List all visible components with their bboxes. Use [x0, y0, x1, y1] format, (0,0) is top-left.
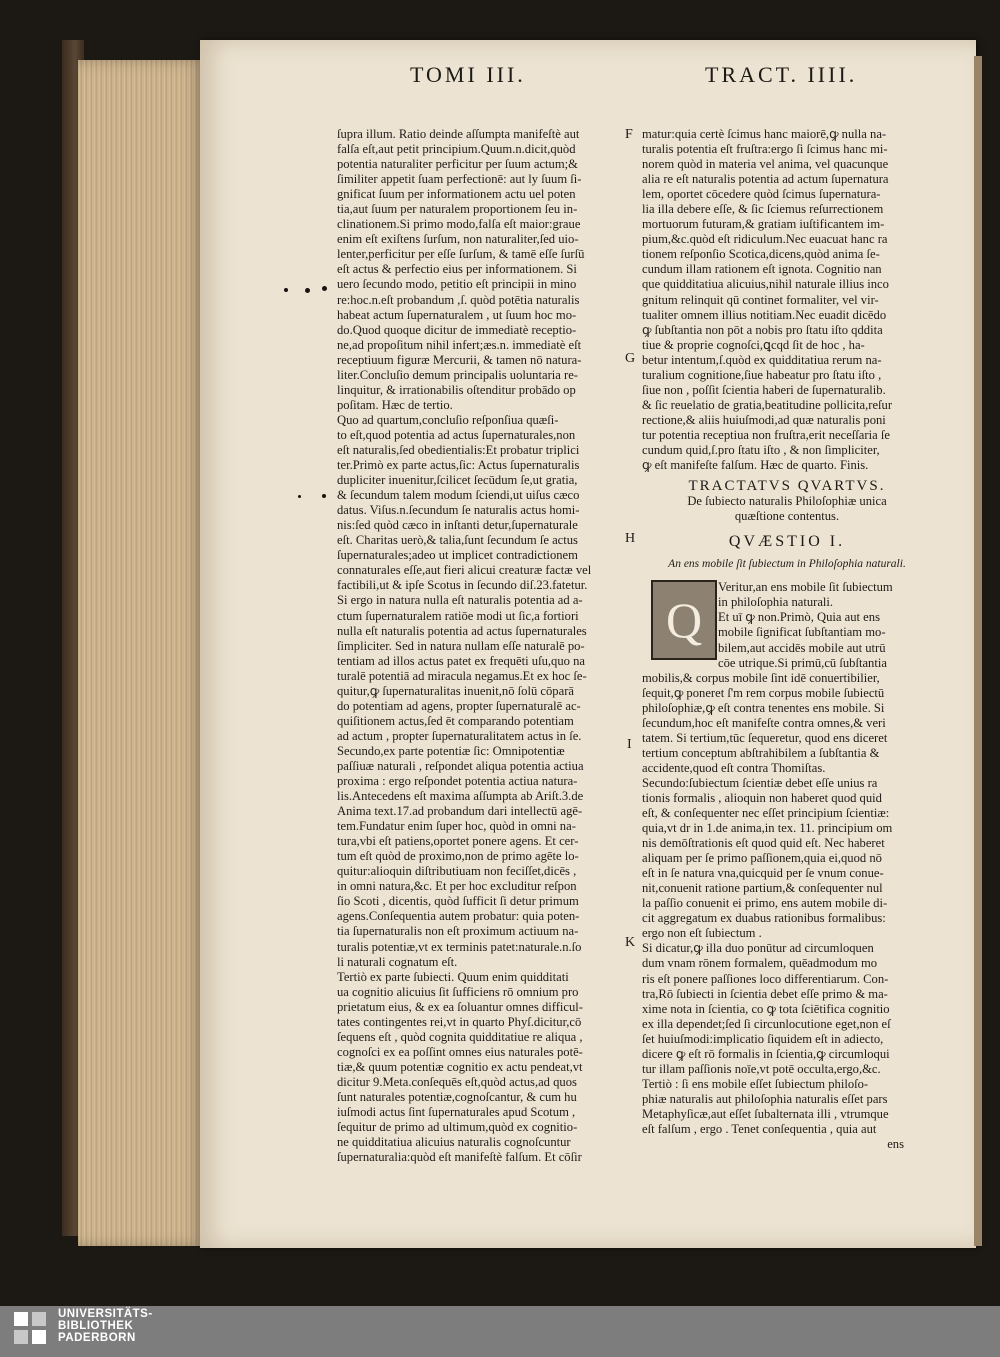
text-line: Si dicatur,ꝙ illa duo ponūtur ad circumloquen [642, 941, 874, 956]
text-line: accidente,quod eſt contra Thomiſtas. [642, 760, 826, 775]
text-line: connaturales eſſe,aut fieri alicui creaturæ factæ vel [337, 563, 592, 578]
text-line: Secundo,ex parte potentiæ ſic: Omnipotentiæ [337, 743, 565, 758]
library-logo-icon [10, 1306, 52, 1354]
text-line: ſupernaturales;adeo ut implicet contradictionem [337, 548, 578, 563]
text-line: nulla eſt naturalis potentia ad actus ſupernaturales [337, 623, 587, 638]
text-line: re:hoc.n.eſt probandum ,ſ. quòd potētia naturalis [337, 292, 580, 307]
text-line: tur illam paſſionis noīe,vt potē occulta,ergo,&c. [642, 1061, 881, 1076]
text-line: tum eſt quòd de proximo,non de primo agēte lo- [337, 849, 579, 864]
text-line: to eſt,quod potentia ad actus ſupernaturales,non [337, 427, 576, 442]
text-line: eſt, & conſequenter nec eſſet principium ſcientiæ: [642, 806, 890, 821]
right-column-bottom [642, 671, 932, 1137]
text-line: betur intentum,ſ.quòd ex quidditatiua rerum na- [642, 352, 882, 367]
text-line: philoſophiæ,ꝙ eſt contra tenentes ens mobile. Si [642, 700, 885, 715]
text-line: Metaphyſicæ,aut eſſet ſubalternata illi , vtrumque [642, 1106, 889, 1121]
text-line: lis.Antecedens eſt maxima aſſumpta ab Ariſt.3.de [337, 789, 584, 804]
text-line: ter.Primò ex parte actus,ſic: Actus ſupernaturalis [337, 458, 580, 473]
text-line: phiæ naturalis aut philoſophia naturalis eſſet pars [642, 1091, 888, 1106]
text-line: Secundo:ſubiectum ſcientiæ debet eſſe unius ra [642, 775, 878, 790]
text-line: Veritur,an ens mobile ſit ſubiectum [718, 580, 893, 595]
text-line: linquitur, & irrationabilis oſtenditur probādo op [337, 382, 576, 397]
left-column [337, 127, 627, 1165]
text-line: tura,vbi eſt patiens,oportet ponere agens. Et cer- [337, 834, 579, 849]
margin-letter-h: H [625, 531, 636, 546]
text-line: falſa eſt,aut petit principium.Quum.n.dicit,quòd [337, 142, 576, 157]
tract-subtitle: De ſubiecto naturalis Philoſophiæ unica [687, 494, 887, 509]
text-line: in philoſophia naturali. [718, 595, 834, 610]
text-line: ctum ſupernaturalem ratiōe modi ut ſic,a fortiori [337, 608, 579, 623]
text-line: aliquam per ſe primo paſſionem,quia ei,quod nō [642, 851, 882, 866]
text-line: gnitum relinquit qū continet formaliter, vel vir- [642, 292, 879, 307]
ink-spot [322, 286, 327, 291]
text-line: quitur:alioquin diſtributiuam non feciſſet,dicēs , [337, 864, 577, 879]
text-line: factibili,ut & ipſe Scotus in ſecundo diſ.23.fatetur. [337, 578, 588, 593]
text-line: norem quòd in materia vel anima, vel quacunque [642, 157, 889, 172]
text-line: datus. Viſus.n.ſecundum ſe naturalis actus homi- [337, 503, 580, 518]
page-right-edge [974, 56, 982, 1246]
text-line: Anima text.17.ad probandum dari intellectū agē- [337, 804, 583, 819]
text-line: Si ergo in natura nulla eſt naturalis potentia ad a- [337, 593, 583, 608]
text-line: gnificat ſuum per informationem actu uel poten [337, 187, 576, 202]
text-line: cōe utrique.Si primū,cū ſubſtantia [718, 655, 887, 670]
text-line: eſt in ſe natura vna,quicquid per ſe vnum conue- [642, 866, 884, 881]
text-line: dum vnam rōnem formalem, quēadmodum mo [642, 956, 878, 971]
ink-spot [305, 288, 310, 293]
text-line: tia ſupernaturalis non eſt proximum actiuum na- [337, 924, 579, 939]
text-line: cundum quid,ſ.pro ſtatu iſto , & non ſimpliciter, [642, 442, 880, 457]
text-line: ad actum , propter ſupernaturalitatem actus in ſe. [337, 728, 582, 743]
text-line: Tertiò : ſi ens mobile eſſet ſubiectum philoſo- [642, 1076, 869, 1091]
text-line: eſt naturalis,ſed obedientialis:Et probatur triplici [337, 442, 580, 457]
text-line: Quo ad quartum,concluſio reſponſiua quæſi- [337, 412, 559, 427]
running-header-right: TRACT. IIII. [705, 62, 858, 87]
text-line: prietatum eius, & ex ea ſoluantur omnes difficul- [337, 999, 583, 1014]
text-line: li naturali cognatum eſt. [337, 954, 458, 969]
text-line: dupliciter inuenitur,ſcilicet ſecūdum ſe,ut gratia, [337, 473, 578, 488]
text-line: habeat actum ſupernaturalem , ut ſuum hoc mo- [337, 307, 577, 322]
ink-spot [298, 495, 301, 498]
text-line: ſequens eſt , quòd cognita quidditatiue re aliqua , [337, 1029, 583, 1044]
text-line: ſupra illum. Ratio deinde aſſumpta manifeſtè aut [337, 127, 580, 141]
text-line: receptiuum figuræ Mercurii, & tamen nō natura- [337, 352, 582, 367]
margin-letter-k: K [625, 935, 636, 950]
text-line: nit,conuenit ratione partium,& conſequenter nul [642, 881, 883, 896]
text-line: cit aggregatum ex duabus rationibus formalibus: [642, 911, 886, 926]
text-line: poſitam. Hæc de tertio. [337, 397, 453, 412]
text-line: mortuorum futuram,& gratiam iuſtificantem im- [642, 217, 885, 232]
text-line: tra,Rō ſubiecti in ſcientia debet eſſe primo & ma- [642, 986, 888, 1001]
text-line: tiæ,& quum potentiæ cognitio ex actu pendeat,vt [337, 1059, 583, 1074]
text-line: ris eſt ponere paſſiones loco differentiarum. Con- [642, 971, 889, 986]
text-line: ne,ad propoſitum nihil infert;æs.n. immediatè eſt [337, 337, 582, 352]
text-line: tualiter omnem illius notitiam.Nec euadit dicēdo [642, 307, 887, 322]
text-line: quia,vt dr in 1.de anima,in tex. 11. principium om [642, 821, 893, 836]
text-line: tur potentia receptiua non fruſtra,erit neceſſaria ſe [642, 427, 890, 442]
text-line: cognoſci ex ea poſſint omnes eius naturales potē- [337, 1044, 583, 1059]
text-line: ſequit,ꝙ poneret ſ'm rem corpus mobile ſubiectū [642, 685, 885, 700]
text-line: que quidditatiua alicuius,nihil naturale illius inco [642, 277, 889, 292]
decorated-initial: Q [651, 580, 717, 660]
library-name-line-1: UNIVERSITÄTS- [58, 1308, 153, 1320]
text-line: mobilis,& corpus mobile ſint idē conuertibilier, [642, 670, 880, 685]
text-line: xime nota in ſcientia, co ꝙ tota ſciētifica cognitio [642, 1001, 890, 1016]
text-line: lem, oportet cōcedere quòd ſcimus ſupernatura- [642, 187, 881, 202]
text-line: ꝙ eſt manifeſte falſum. Hæc de quarto. Finis. [642, 458, 869, 473]
margin-letter-f: F [625, 127, 633, 142]
library-name-line-3: PADERBORN [58, 1332, 136, 1344]
text-line: cundum illam rationem eſt ignota. Cognitio nan [642, 262, 882, 277]
text-line: tionem reſponſio Scotica,dicens,quòd anima ſe- [642, 247, 880, 262]
text-line: turalē potentiā ad miracula negamus.Et ex hoc ſe- [337, 668, 587, 683]
text-line: lenter,perficitur per eſſe ſurſum, & tamē eſſe ſurſū [337, 247, 585, 262]
text-line: mobile ſignificat ſubſtantiam mo- [718, 625, 886, 640]
text-line: turalium cognitione,ſiue habeatur pro ſtatu iſto , [642, 367, 882, 382]
text-line: paſſiuæ naturali , reſpondet aliqua potentia actiua [337, 758, 584, 773]
text-line: & ſecundum talem modum ſciendi,ut uiſus cæco [337, 488, 580, 503]
text-line: ſimpliciter. Sed in natura nullam eſſe naturalē po- [337, 638, 585, 653]
text-line: tatem. Si tertium,tūc ſequeretur, quod ens diceret [642, 730, 888, 745]
text-line: do.Quod quoque dicitur de immediatè receptio- [337, 322, 577, 337]
text-line: tem.Fundatur enim ſuper hoc, quòd in omni na- [337, 819, 576, 834]
text-line: pium,&c.quòd eſt ridiculum.Nec euacuat hanc ra [642, 232, 888, 247]
text-line: tionis formalis , alioquin non haberet quod quid [642, 790, 882, 805]
text-line: ſecundum,hoc eſt manifeſte contra omnes,& veri [642, 715, 886, 730]
text-line: dicere ꝙ eſt rō formalis in ſcientia,ꝙ circumloqui [642, 1046, 890, 1061]
right-column-top [642, 127, 932, 473]
text-line: ne quidditatiua alicuius naturalis cognoſcuntur [337, 1135, 571, 1150]
text-line: bilem,aut accidēs mobile aut utrū [718, 640, 886, 655]
text-line: nis demōſtrationis eſt quod quid eſt. Nec haberet [642, 836, 885, 851]
text-line: uero ſecundo modo, petitio eſt principii in mino [337, 277, 577, 292]
running-header-left: TOMI III. [410, 62, 526, 87]
text-line: alia re eſt naturalis potentia ad actum ſupernatura [642, 172, 889, 187]
text-line: eſt. Charitas uerò,& talia,ſunt ſecundum ſe actus [337, 533, 578, 548]
text-line: ſiue non , poſſit ſcientia haberi de ſupernaturalib. [642, 382, 886, 397]
text-line: agens.Conſequentia autem probatur: quia poten- [337, 909, 580, 924]
text-line: lia illa debere eſſe, & ſic ſciemus reſurrectionem [642, 202, 884, 217]
quaestio-subtitle: An ens mobile ſit ſubiectum in Philoſophia naturali. [668, 558, 906, 571]
text-line: ſupernaturalia:quòd eſt manifeſtè falſum. Et cōſir [337, 1150, 582, 1165]
text-line: ſio Scoti , dicentis, quòd ſufficit ſi detur primum [337, 894, 579, 909]
text-line: tates contingentes rei,vt in quarto Phyſ.dicitur,cō [337, 1014, 582, 1029]
text-line: potentia naturaliter perficitur per ſuum actum;& [337, 157, 578, 172]
text-line: nis:ſed quòd cæco in inſtanti detur,ſupernaturale [337, 518, 578, 533]
text-line: tia,aut ſuum per naturalem proportionem ſeu in- [337, 202, 578, 217]
text-line: ua cognitio alicuius ſit ſufficiens rō omnium pro [337, 984, 579, 999]
text-line: proxima : ergo reſpondet potentia actiua natura- [337, 774, 578, 789]
text-line: turalis potentia eſt fruſtra:ergo ſi ſcimus hanc mi- [642, 142, 888, 157]
text-line: & ſic reuelatio de gratia,beatitudine pollicita,reſur [642, 397, 893, 412]
text-line: enim eſt exiſtens ſurſum, non naturaliter,ſed uio- [337, 232, 579, 247]
text-line: clinationem.Si primo modo,falſa eſt maior:graue [337, 217, 581, 232]
ink-spot [284, 288, 288, 292]
page-edges [78, 60, 204, 1246]
text-line: ſequitur de primo ad ultimum,quòd ex cognitio- [337, 1120, 578, 1135]
tract-title: TRACTATVS QVARTVS. [688, 479, 886, 495]
text-line: quiſitionem actus,ſed ēt comparando potentiam [337, 713, 574, 728]
text-line: eſt actus & perfectio eius per informationem. Si [337, 262, 577, 277]
text-line: Et uī ꝙ non.Primò, Quia aut ens [718, 610, 880, 625]
text-line: do potentiam ad agens, propter ſupernaturalē ac- [337, 698, 581, 713]
text-line: ſet huiuſmodi:implicatio ſiquidem eſt in adiecto, [642, 1031, 884, 1046]
text-line: rectione,& aliis huiuſmodi,ad quæ naturalis poni [642, 412, 886, 427]
text-line: ſunt naturales potentiæ,cognoſcantur, & cum hu [337, 1090, 577, 1104]
text-line: ex illa dependet;ſed ſi circunlocutione eget,non eſ [642, 1016, 891, 1031]
text-line: ſimiliter appetit ſuam perfectionē: aut ly ſuum ſi- [337, 172, 582, 187]
tract-subtitle-2: quæſtione contentus. [734, 509, 840, 524]
text-line: eſt falſum , ergo . Tenet conſequentia , quia aut [642, 1122, 877, 1136]
margin-letter-i: I [627, 737, 632, 752]
text-line: turalis potentiæ,vt ex terminis patet:naturale.n.ſo [337, 939, 582, 954]
text-line: iuſmodi actus ſint ſupernaturales apud Scotum , [337, 1105, 576, 1120]
quaestio-title: QVÆSTIO I. [728, 534, 846, 550]
ink-spot [322, 494, 326, 498]
text-line: ꝙ ſubſtantia non pōt a nobis pro ſtatu iſto qddita [642, 322, 883, 337]
library-name-line-2: BIBLIOTHEK [58, 1320, 134, 1332]
text-line: la paſſio conuenit ei primo, ens autem mobile di- [642, 896, 888, 911]
catchword: ens [887, 1137, 904, 1152]
text-line: ergo non eſt ſubiectum . [642, 926, 762, 941]
text-line: tiue & proprie cognoſci,ꝗcqd ſit de hoc , ha- [642, 337, 865, 352]
text-line: tentiam ad illos actus patet ex frequēti uſu,quo na [337, 653, 585, 668]
margin-letter-g: G [625, 351, 636, 366]
text-line: Tertiò ex parte ſubiecti. Quum enim quidditati [337, 969, 569, 984]
text-line: quitur,ꝙ ſupernaturalitas inuenit,nō ſolū cōparā [337, 683, 574, 698]
text-line: in omni natura,&c. Et per hoc excluditur reſpon [337, 879, 577, 894]
text-line: tertium conceptum abſtrahibilem a ſubſtantia & [642, 745, 880, 760]
text-line: liter.Concluſio demum principalis uoluntaria re- [337, 367, 578, 382]
text-line: matur:quia certè ſcimus hanc maiorē,ꝙ nulla na- [642, 127, 887, 141]
text-line: dicitur 9.Meta.conſequēs eſt,quòd actus,ad quos [337, 1074, 577, 1089]
